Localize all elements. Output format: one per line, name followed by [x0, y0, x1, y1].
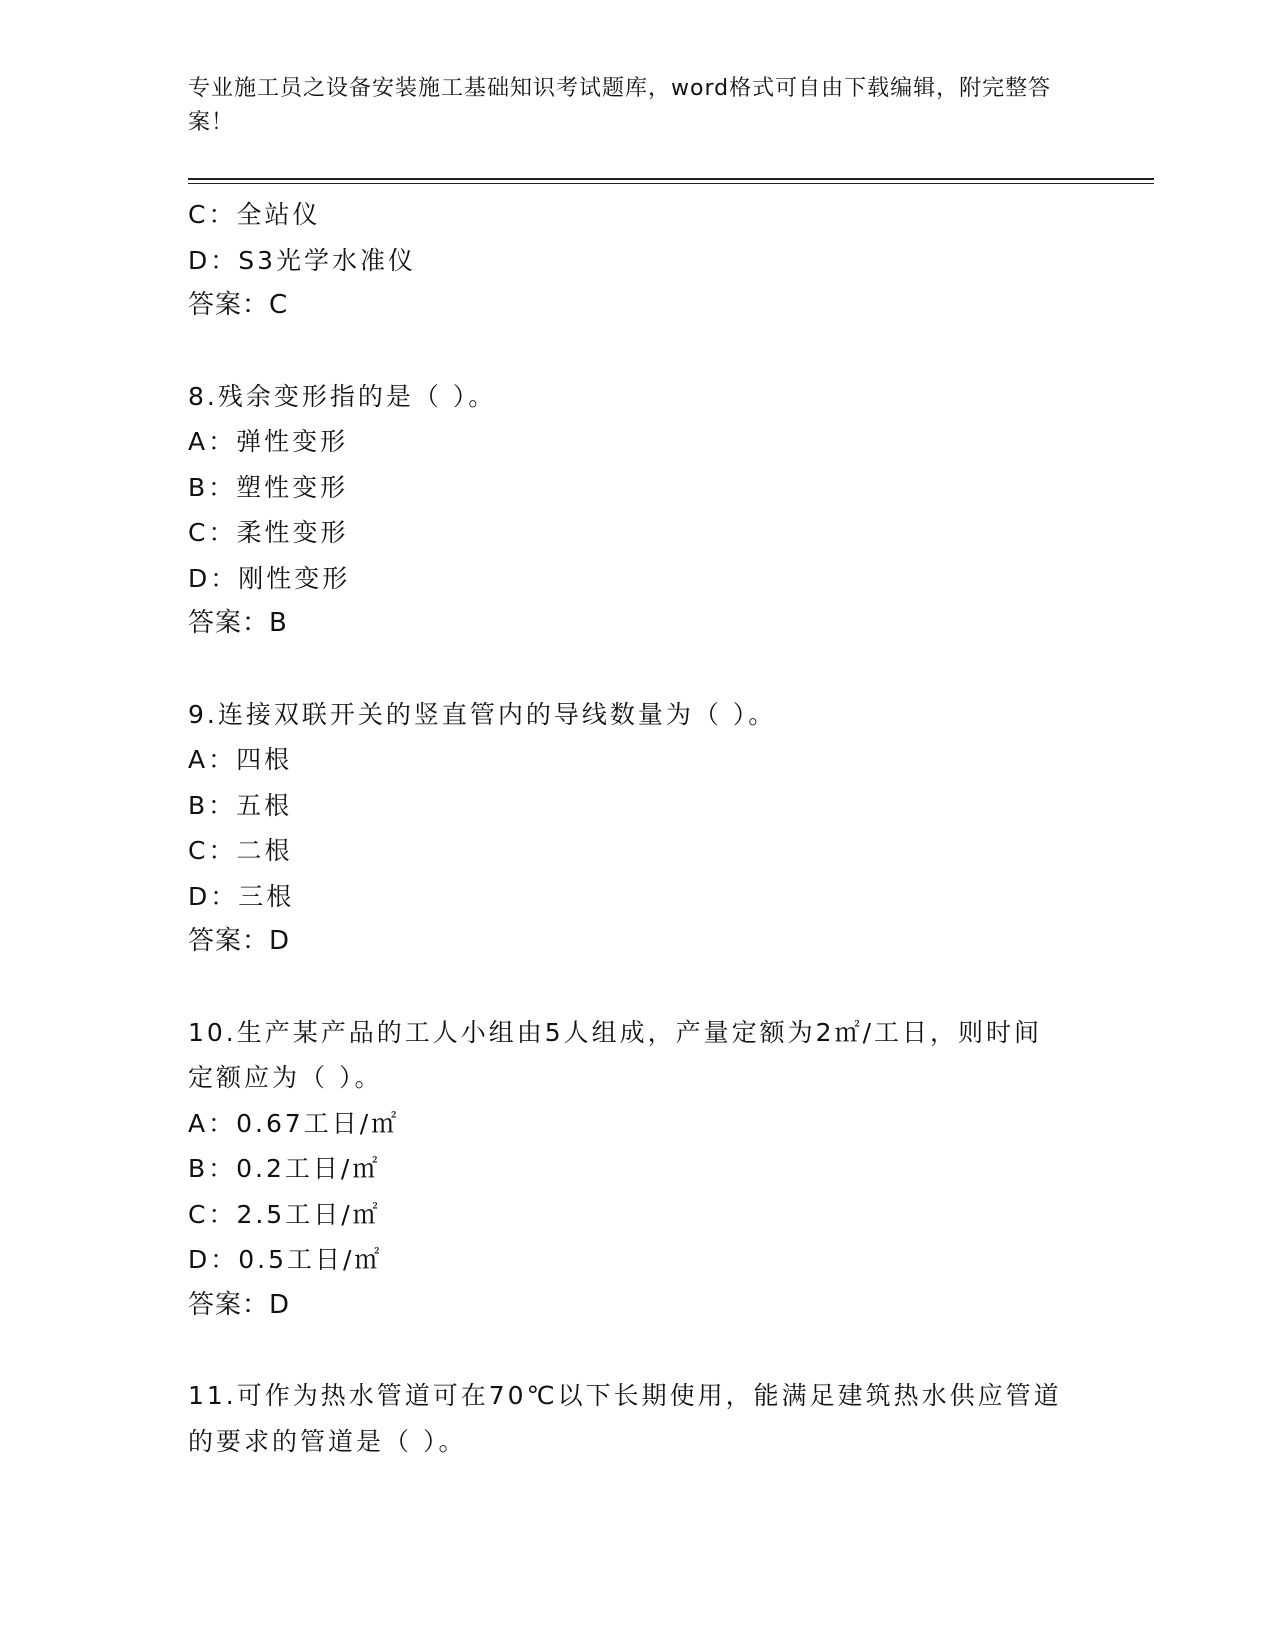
- question-text-line-2: 定额应为（ ）。: [188, 1063, 383, 1092]
- option-d: D：刚性变形: [188, 563, 351, 593]
- option-a: A：弹性变形: [188, 427, 349, 456]
- option-b: B：塑性变形: [188, 472, 349, 502]
- question-block-9: [188, 692, 1088, 965]
- header-divider-thick: [188, 178, 1154, 180]
- option-b: B：0.2工日/㎡: [188, 1154, 381, 1183]
- option-b: B：五根: [188, 790, 293, 820]
- question-text-line-1: 11.可作为热水管道可在70℃以下长期使用，能满足建筑热水供应管道: [188, 1381, 1062, 1410]
- answer-label: 答案：D: [188, 1289, 291, 1320]
- option-c: C：2.5工日/㎡: [188, 1199, 381, 1229]
- option-d: D：三根: [188, 881, 295, 911]
- question-block-11: [188, 1373, 1088, 1464]
- option-c: C：二根: [188, 836, 293, 865]
- question-block-7: [188, 192, 1088, 329]
- question-block-8: [188, 374, 1088, 647]
- option-c: C：全站仪: [188, 200, 321, 229]
- option-a: A：四根: [188, 745, 293, 774]
- answer-label: 答案：D: [188, 926, 291, 956]
- question-text: 8.残余变形指的是（ ）。: [188, 381, 497, 411]
- option-c: C：柔性变形: [188, 518, 349, 547]
- header-divider-thin: [188, 183, 1154, 184]
- question-list: [188, 192, 1088, 1464]
- question-block-10: [188, 1010, 1088, 1329]
- option-d: D：0.5工日/㎡: [188, 1245, 383, 1274]
- option-a: A：0.67工日/㎡: [188, 1108, 400, 1138]
- question-text: 9.连接双联开关的竖直管内的导线数量为（ ）。: [188, 699, 777, 729]
- question-text-line-2: 的要求的管道是（ ）。: [188, 1426, 467, 1456]
- option-d: D：S3光学水准仪: [188, 245, 417, 275]
- answer-label: 答案：B: [188, 608, 288, 638]
- document-header: [188, 72, 1088, 140]
- question-text-line-1: 10.生产某产品的工人小组由5人组成，产量定额为2㎡/工日，则时间: [188, 1017, 1042, 1047]
- answer-label: 答案：C: [188, 290, 289, 320]
- header-text: 专业施工员之设备安装施工基础知识考试题库，word格式可自由下载编辑，附完整答案！: [188, 76, 1052, 135]
